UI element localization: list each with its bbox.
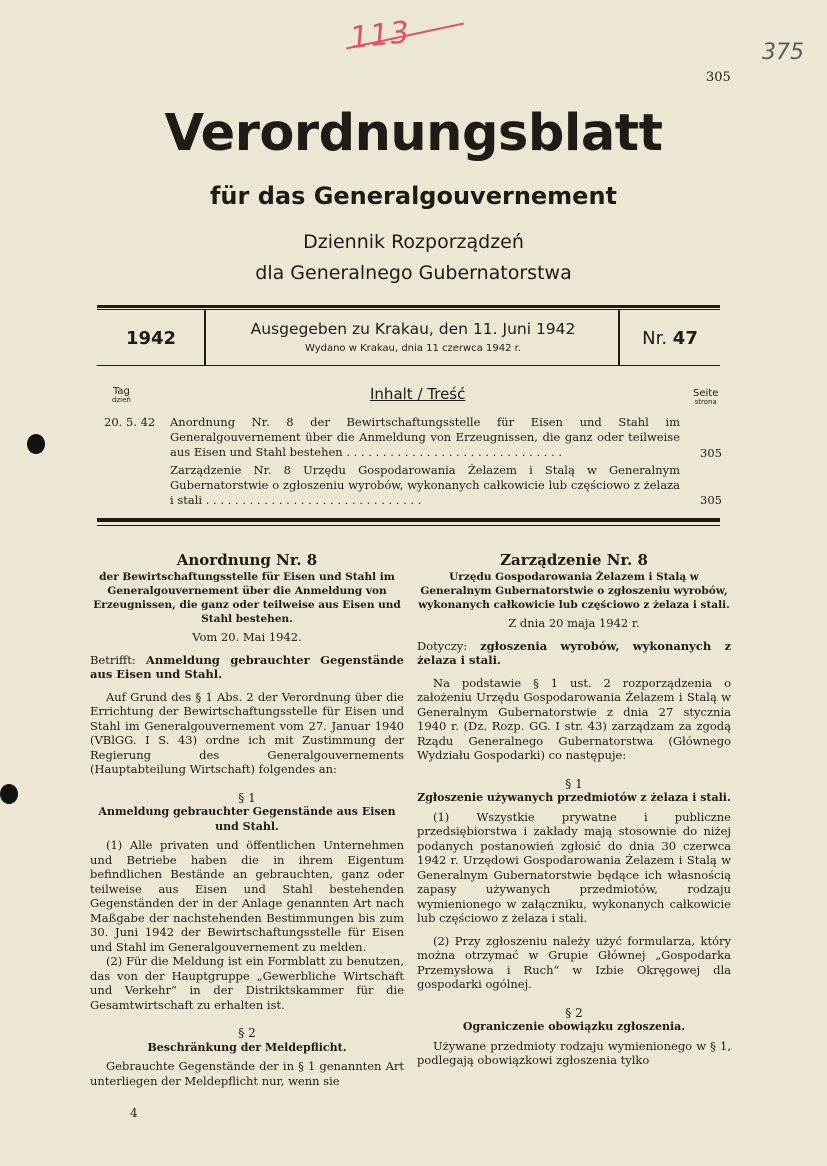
polish-section1-p2: (2) Przy zgłoszeniu należy użyć formularza, który można otrzymać w Grupie Głównej „Gospodarka Przemysłowa i Ruch“ w Izbie Okręgowej dla gospodarki ogólnej. — [417, 933, 731, 991]
polish-section2-p1: Używane przedmioty rodzaju wymienionego w § 1, podlegają obowiązkowi zgłoszenia tylko — [417, 1038, 731, 1067]
german-date: Vom 20. Mai 1942. — [192, 630, 302, 644]
polish-section1-title: Zgłoszenie używanych przedmiotów z żelaza i stali. — [417, 791, 731, 804]
issue-number-label: Nr. — [642, 328, 668, 349]
page-title: Verordnungsblatt — [164, 104, 663, 163]
german-heading: Anordnung Nr. 8 — [176, 551, 318, 569]
toc-page-polish: 305 — [700, 493, 722, 507]
pencil-archive-number: 375 — [762, 40, 804, 65]
german-column — [90, 550, 404, 1088]
german-section2-mark: § 2 — [238, 1026, 256, 1040]
toc-date: 20. 5. 42 — [104, 415, 156, 429]
polish-subject — [417, 639, 731, 668]
toc-tag-label — [112, 386, 131, 405]
red-archive-number: 113 — [348, 14, 412, 57]
german-section1-p1: (1) Alle privaten und öffentlichen Unternehmen und Betriebe haben die in ihrem Eigentum befindlichen Bestände an gebrauchten, ganz oder teilweise aus Eisen und Stahl bestehenden Gegenständen der in der Anlage genannten Art nach Maßgabe der nachstehenden Bestimmungen bis zum 30. Juni 1942 der Bewirtschaftungsstelle für Eisen und Stahl im Generalgouvernement zu melden. — [90, 838, 404, 954]
issue-year: 1942 — [125, 328, 177, 349]
toc-entry-polish: Zarządzenie Nr. 8 Urzędu Gospodarowania Żelazem i Stalą w Generalnym Gubernatorstwie o zgłoszeniu wyrobów, wykonanych całkowicie lub częściowo z żelaza i stali . . . . . . . . . . . . . . . . . . . . . . . . . . . . . . — [170, 463, 680, 507]
toc-heading: Inhalt / Treść — [370, 385, 466, 403]
german-intro: Auf Grund des § 1 Abs. 2 der Verordnung über die Errichtung der Bewirtschaftungsstelle für Eisen und Stahl im Generalgouvernement vom 27. Januar 1940 (VBlGG. I S. 43) ordne ich mit Zustimmung der Regierung des Generalgouvernements (Hauptabteilung Wirtschaft) folgendes an: — [90, 689, 404, 776]
german-section1-mark: § 1 — [238, 790, 256, 805]
toc-bottom-rule — [97, 518, 720, 522]
german-subject-label: Betrifft: — [90, 652, 136, 667]
polish-date: Z dnia 20 maja 1942 r. — [508, 616, 640, 630]
toc-tag-de: Tag — [112, 386, 130, 397]
german-subject — [90, 653, 404, 682]
german-section2-p1: Gebrauchte Gegenstände der in § 1 genannten Art unterliegen der Meldepflicht nur, wenn sie — [90, 1059, 404, 1088]
polish-intro: Na podstawie § 1 ust. 2 rozporządzenia o założeniu Urzędu Gospodarowania Żelazem i Stalą w Generalnym Gubernatorstwie z dnia 27 stycznia 1940 r. (Dz. Rozp. GG. I str. 43) zarządzam za zgodą Rządu Generalnego Gubernatorstwa (Głównego Wydziału Gospodarki) co następuje: — [417, 675, 731, 762]
german-subject-text: Anmeldung gebrauchter Gegenstände aus Eisen und Stahl. — [90, 652, 404, 681]
polish-title-line1: Dziennik Rozporządzeń — [303, 231, 524, 253]
toc-page-german: 305 — [700, 446, 722, 460]
polish-section2-title: Ograniczenie obowiązku zgłoszenia. — [462, 1020, 686, 1033]
polish-heading: Zarządzenie Nr. 8 — [500, 551, 648, 569]
german-section1-p2: (2) Für die Meldung ist ein Formblatt zu benutzen, das von der Hauptgruppe „Gewerbliche Wirtschaft und Verkehr“ in der Distriktskammer für die Gesamtwirtschaft zu erhalten ist. — [90, 954, 404, 1012]
footer-signature-number: 4 — [130, 1106, 138, 1120]
polish-subheading: Urzędu Gospodarowania Żelazem i Stalą w Generalnym Gubernatorstwie o zgłoszeniu wyrobów, wykonanych całkowicie lub częściowo z żelaza i stali. — [418, 571, 730, 611]
polish-title-line2: dla Generalnego Gubernatorstwa — [255, 262, 572, 284]
header-bottom-rule — [97, 365, 720, 366]
page-number: 305 — [706, 70, 731, 85]
toc-seite-de: Seite — [693, 388, 719, 399]
page-subtitle: für das Generalgouvernement — [209, 182, 618, 210]
header-top-rule — [97, 305, 720, 308]
polish-subject-label: Dotyczy: — [417, 638, 468, 653]
german-subheading: der Bewirtschaftungsstelle für Eisen und Stahl im Generalgouvernement über die Anmeldung von Erzeugnissen, die ganz oder teilweise aus Eisen und Stahl bestehen. — [93, 571, 401, 625]
polish-section1-p1: (1) Wszystkie prywatne i publiczne przedsiębiorstwa i zakłady mają stosownie do niżej podanych postanowień zgłosić do dnia 30 czerwca 1942 r. Urzędowi Gospodarowania Żelazem i Stalą w Generalnym Gubernatorstwie będące ich własnością zapasy używanych przedmiotów, rodzaju wymienionego w załączniku, wykonanych całkowicie lub częściowo z żelaza i stali. — [417, 809, 731, 925]
polish-section2-mark: § 2 — [565, 1005, 583, 1020]
toc-bottom-rule-thin — [97, 525, 720, 526]
polish-subject-text: zgłoszenia wyrobów, wykonanych z żelaza i stali. — [417, 638, 731, 667]
polish-column — [417, 550, 731, 1068]
header-top-rule-thin — [97, 309, 720, 310]
punch-hole-top — [27, 434, 45, 454]
polish-section1-mark: § 1 — [565, 776, 583, 791]
issue-number — [620, 328, 720, 349]
toc-entry-german: Anordnung Nr. 8 der Bewirtschaftungsstelle für Eisen und Stahl im Generalgouvernement über die Anmeldung von Erzeugnissen, die ganz oder teilweise aus Eisen und Stahl bestehen . . . . . . . . . . . . . . . . . . . . . . . . . . . . . . — [170, 415, 680, 459]
issue-number-value: 47 — [672, 328, 698, 349]
german-section1-title: Anmeldung gebrauchter Gegenstände aus Eisen und Stahl. — [98, 805, 396, 833]
punch-hole-bottom — [0, 784, 18, 804]
toc-seite-label — [693, 388, 718, 407]
issued-polish: Wydano w Krakau, dnia 11 czerwca 1942 r. — [304, 343, 521, 354]
german-section2-title: Beschränkung der Meldepflicht. — [147, 1040, 347, 1054]
toc-seite-pl: strona — [694, 398, 717, 406]
toc-tag-pl: dzień — [112, 396, 131, 404]
issued-german: Ausgegeben zu Krakau, den 11. Juni 1942 — [250, 320, 576, 338]
